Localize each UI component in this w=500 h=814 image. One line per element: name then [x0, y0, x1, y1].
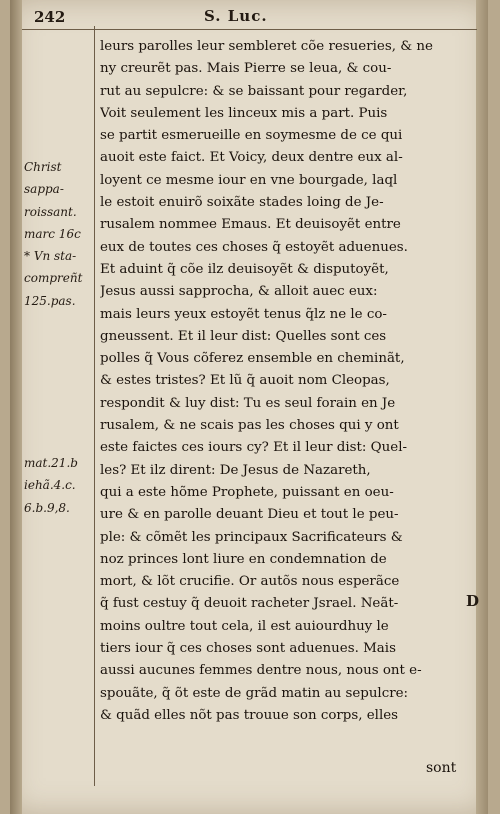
text-line: rut au sepulcre: & se baissant pour regarder, [100, 83, 408, 99]
margin-note: iehã.4.c. [24, 478, 76, 493]
text-line: q̃ fust cestuy q̃ deuoit racheter Jsrael. Neãt- [100, 596, 399, 612]
margin-note: 125.pas. [24, 293, 76, 308]
section-marker: D [466, 592, 480, 610]
text-line: ure & en parolle deuant Dieu et tout le peu- [100, 507, 399, 523]
text-line: aussi aucunes femmes dentre nous, nous ont e- [100, 663, 422, 679]
text-line: les? Et ilz dirent: De Jesus de Nazareth, [100, 462, 371, 478]
margin-note: Christ [24, 160, 62, 174]
catchword: sont [426, 760, 457, 776]
text-line: auoit este faict. Et Voicy, deux dentre eux al- [100, 150, 403, 166]
margin-note: compreñt [24, 271, 83, 286]
margin-note: * Vn sta- [24, 249, 77, 264]
page-gutter-left [10, 0, 22, 814]
text-line: noz princes lont liure en condemnation de [100, 551, 387, 567]
margin-note: roissant. [24, 204, 77, 219]
text-line: Voit seulement les linceux mis a part. Puis [100, 105, 388, 121]
page-header [34, 6, 474, 30]
text-line: mais leurs yeux estoyẽt tenus q̃lz ne le co- [100, 306, 387, 322]
text-line: ple: & cõmẽt les principaux Sacrificateurs & [100, 529, 403, 545]
margin-notes-lower [24, 452, 94, 519]
margin-note: mat.21.b [24, 456, 78, 470]
running-head: S. Luc. [204, 7, 268, 25]
text-line: loyent ce mesme iour en vne bourgade, laql [100, 172, 398, 188]
margin-note: 6.b.9,8. [24, 500, 70, 515]
text-line: spouãte, q̃ õt este de grãd matin au sepulcre: [100, 685, 409, 701]
text-line: rusalem, & ne scais pas les choses qui y ont [100, 418, 399, 434]
text-line: tiers iour q̃ ces choses sont aduenues. Mais [100, 641, 396, 657]
text-line: mort, & lõt crucifie. Or autõs nous esperãce [100, 574, 400, 590]
text-line: & quãd elles nõt pas trouue son corps, elles [100, 707, 399, 723]
page-gutter-right [476, 0, 488, 814]
text-line: se partit esmerueille en soymesme de ce qui [100, 128, 403, 144]
header-rule [22, 29, 477, 30]
margin-notes [24, 156, 94, 515]
text-line: qui a este hõme Prophete, puissant en oeu- [100, 484, 394, 500]
text-line: polles q̃ Vous cõferez ensemble en cheminãt, [100, 351, 405, 367]
text-line: este faictes ces iours cy? Et il leur dist: Quel- [100, 440, 407, 456]
text-line: Et aduint q̃ cõe ilz deuisoyẽt & disputoyẽt, [100, 261, 389, 277]
text-line: le estoit enuirõ soixãte stades loing de Je- [100, 195, 384, 211]
page-number: 242 [34, 8, 66, 26]
text-line: gneussent. Et il leur dist: Quelles sont ces [100, 328, 387, 344]
text-line: ny creurẽt pas. Mais Pierre se leua, & cou- [100, 61, 392, 77]
text-line: moins oultre tout cela, il est auiourdhuy le [100, 618, 389, 634]
margin-note: marc 16c [24, 226, 81, 241]
text-line: & estes tristes? Et lũ q̃ auoit nom Cleopas, [100, 373, 390, 389]
text-line: respondit & luy dist: Tu es seul forain en Je [100, 395, 396, 411]
book-page [10, 0, 488, 814]
margin-rule [94, 26, 95, 786]
margin-note: sappa- [24, 182, 64, 197]
text-line: Jesus aussi sapprocha, & alloit auec eux: [100, 284, 378, 300]
text-line: leurs parolles leur sembleret cõe resueries, & ne [100, 39, 433, 54]
text-line: eux de toutes ces choses q̃ estoyẽt aduenues. [100, 239, 408, 255]
body-text [100, 36, 468, 727]
text-line: rusalem nommee Emaus. Et deuisoyẽt entre [100, 217, 401, 233]
